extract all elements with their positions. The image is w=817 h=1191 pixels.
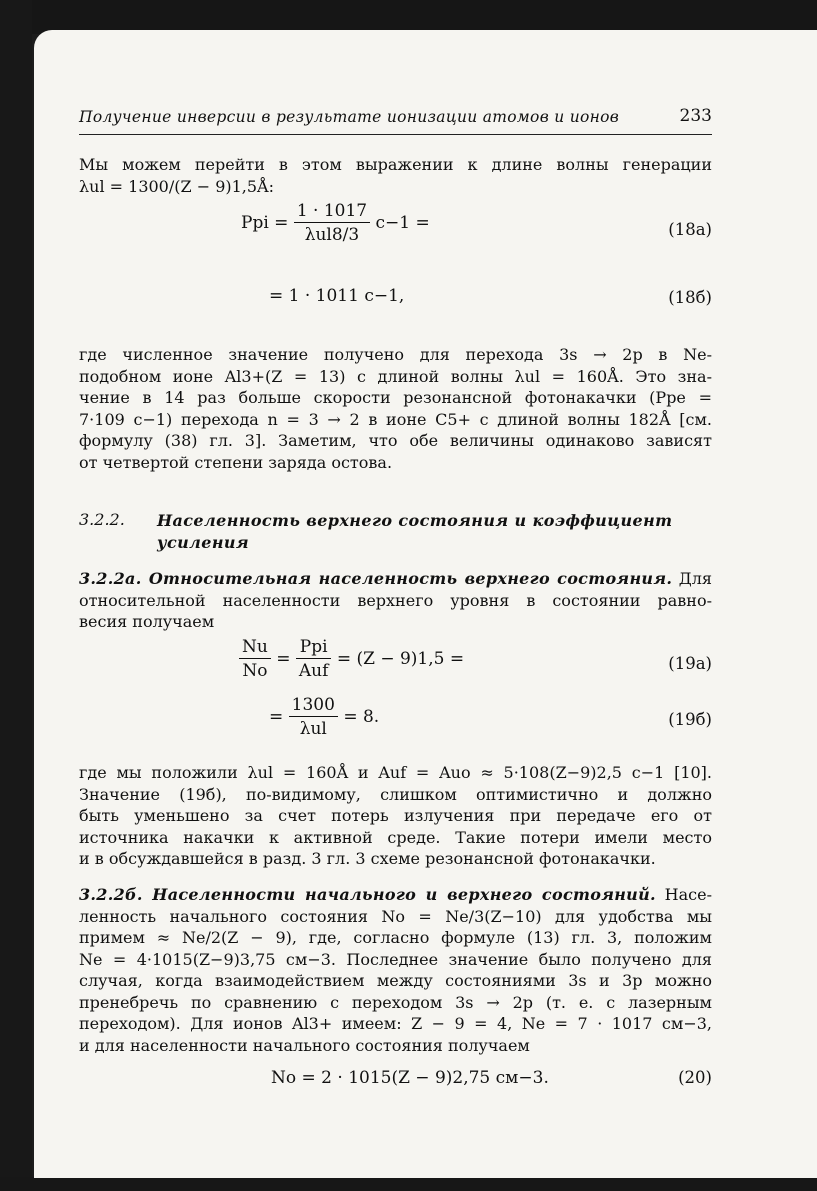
running-title: Получение инверсии в результате ионизации атомов и ионов [79,108,620,126]
eq-denominator: λul [299,719,327,739]
eq-body: = 1 · 1011 c−1, [269,286,405,306]
equation-tag: (20) [678,1068,712,1087]
eq-numerator: 1300 [289,694,338,717]
equation-tag: (19a) [668,654,712,673]
text-line: Мы можем перейти в этом выражении к длине волны генерации [79,155,712,174]
text-line: быть уменьшено за счет потерь излучения при передаче его от [79,806,712,825]
intro-paragraph [79,154,712,197]
text-line: Ne = 4·1015(Z−9)3,75 см−3. Последнее значение было получено для [79,949,712,969]
eq-lhs: Ppi = [241,213,289,233]
text-line: примем ≈ Ne/2(Z − 9), где, согласно формуле (13) гл. 3, положим [79,928,712,947]
eq-numerator: Nu [239,636,271,659]
eq-denominator: Auf [298,661,329,681]
eq-rhs: c−1 = [375,213,430,233]
equation-20 [79,1068,712,1098]
scan-border-top [0,0,817,34]
run-in-heading: 3.2.2а. Относительная населенность верхнего состояния. [79,569,673,588]
equation-19a [79,636,712,696]
text-line [79,884,712,906]
text-line: и в обсуждавшейся в разд. 3 гл. 3 схеме резонансной фотонакачки. [79,849,656,868]
text-line: случая, когда взаимодействием между состояниями 3s и 3p можно [79,971,712,990]
text-run: Для [678,569,712,588]
text-line: весия получаем [79,612,215,631]
paragraph [79,568,712,633]
eq-denominator: No [242,661,268,681]
eq-numerator: 1 · 1017 [294,200,370,223]
paragraph [79,884,712,1056]
eq-numerator: Ppi [296,636,332,659]
equation-tag: (19б) [668,710,712,729]
paragraph [79,344,712,473]
scan-border-left [0,0,32,1191]
eq-fraction [296,636,332,683]
text-line [79,568,712,590]
eq-operator: = [269,707,284,727]
eq-fraction [239,636,271,683]
text-line: формулу (38) гл. 3]. Заметим, что обе величины одинаково зависят [79,431,712,450]
text-line: где мы положили λul = 160Å и Auf = Auo ≈ 5·108(Z−9)2,5 c−1 [10]. [79,763,712,782]
text-line: где численное значение получено для перехода 3s → 2p в Ne- [79,345,712,364]
text-line: источника накачки к активной среде. Такие потери имели место [79,827,712,847]
text-line: λul = 1300/(Z − 9)1,5Å: [79,176,274,196]
page-number: 233 [679,106,712,126]
text-line: пренебречь по сравнению с переходом 3s → 2p (т. е. с лазерным [79,992,712,1012]
eq-rhs: = (Z − 9)1,5 = [336,649,465,669]
text-line: Значение (19б), по-видимому, слишком оптимистично и должно [79,784,712,804]
equation-18b [79,286,712,316]
text-line: переходом). Для ионов Al3+ имеем: Z − 9 = 4, Ne = 7 · 1017 см−3, [79,1014,712,1033]
text-line: 7·109 c−1) перехода n = 3 → 2 в ионе C5+ с длиной волны 182Å [см. [79,409,712,429]
equation-tag: (18a) [668,220,712,239]
run-in-heading: 3.2.2б. Населенности начального и верхнего состояний. [79,885,656,904]
eq-fraction [294,200,370,247]
eq-rhs: = 8. [343,707,380,727]
text-line: ленность начального состояния No = Ne/3(Z−10) для удобства мы [79,906,712,926]
eq-body: No = 2 · 1015(Z − 9)2,75 см−3. [271,1068,549,1088]
eq-operator: = [276,649,291,669]
text-line: и для населенности начального состояния получаем [79,1035,530,1055]
scan-border-bottom [0,1177,817,1191]
section-number: 3.2.2. [79,510,125,529]
text-run: Насе- [664,885,712,904]
equation-19b [79,694,712,754]
text-line: чение в 14 раз больше скорости резонансной фотонакачки (Ppe = [79,388,712,407]
running-header [79,108,712,135]
eq-denominator: λul8/3 [304,225,360,245]
text-line: относительной населенности верхнего уровня в состоянии равно- [79,590,712,610]
text-line: подобном ионе Al3+(Z = 13) с длиной волны λul = 160Å. Это зна- [79,366,712,386]
section-title: Населенность верхнего состояния и коэффициент усиления [157,511,673,552]
text-line: от четвертой степени заряда остова. [79,452,393,472]
eq-fraction [289,694,338,741]
paragraph [79,762,712,870]
section-heading [79,510,712,556]
equation-tag: (18б) [668,288,712,307]
equation-18a [79,200,712,260]
